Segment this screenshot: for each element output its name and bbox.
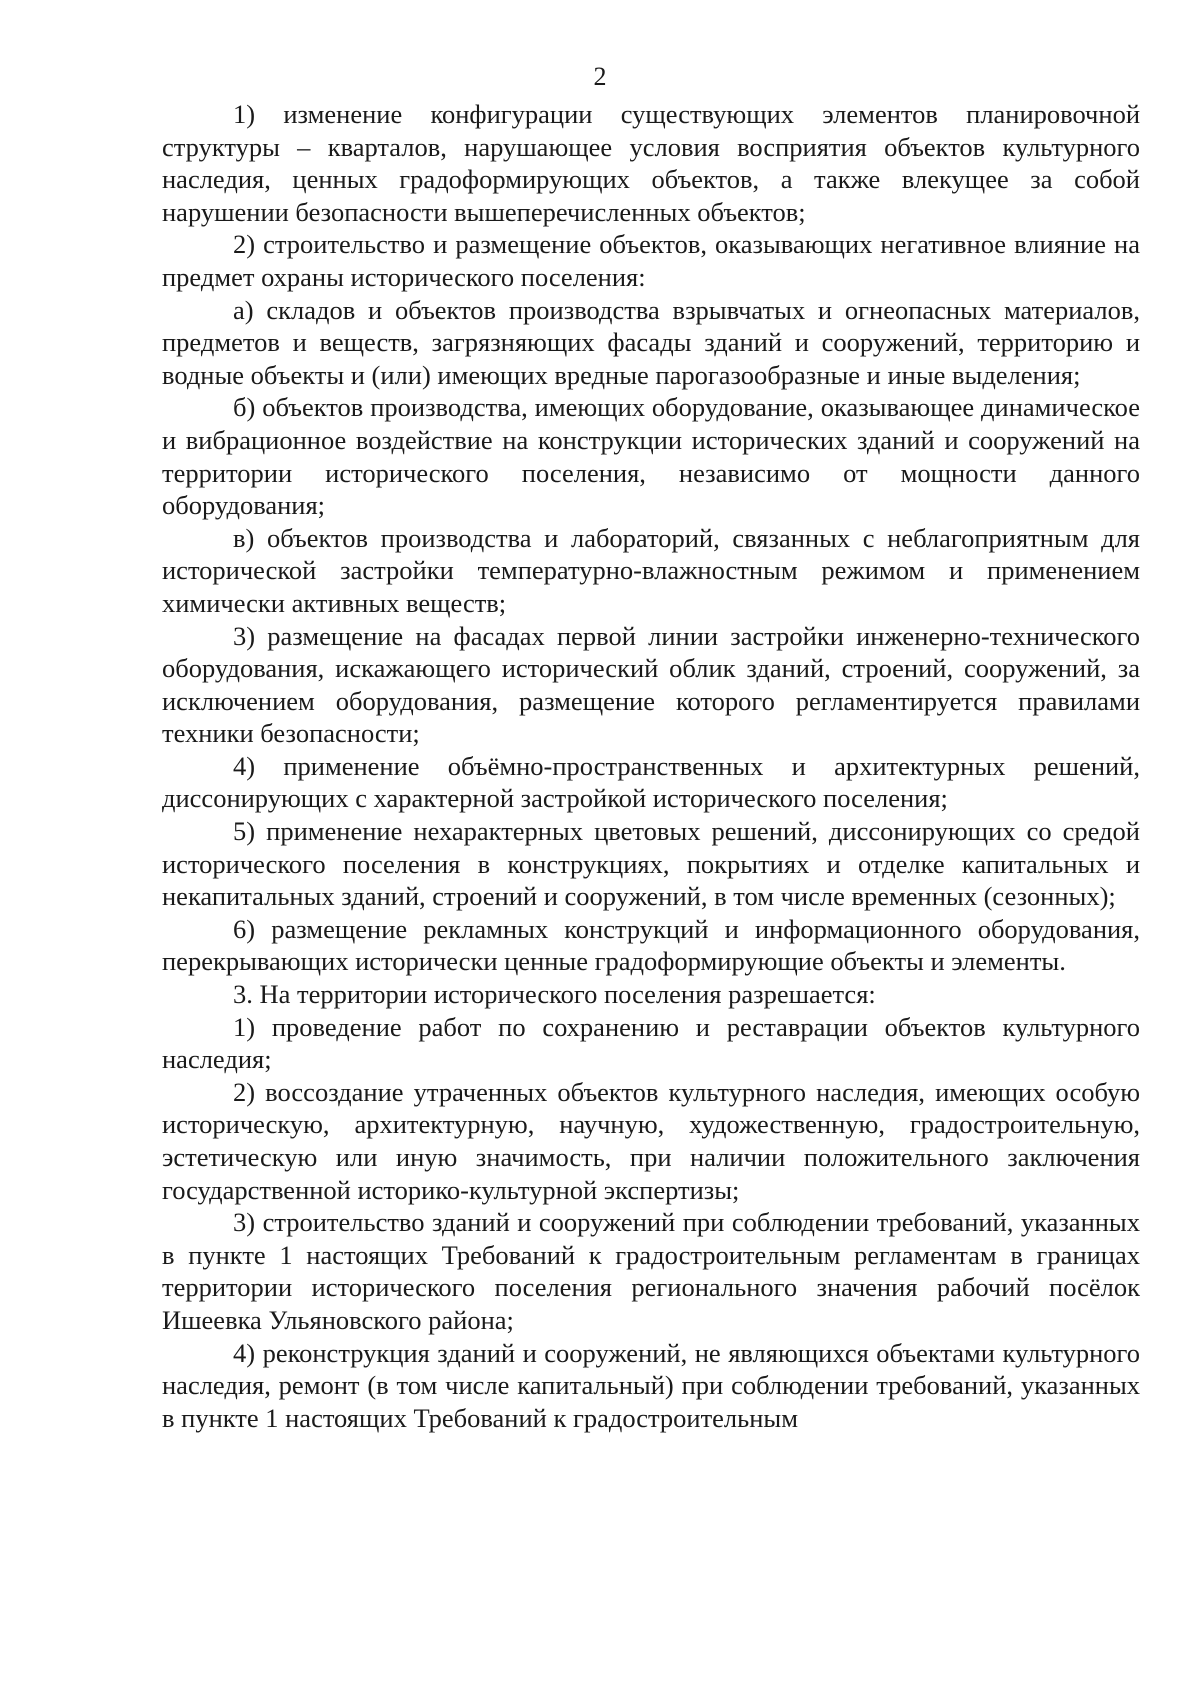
page-number: 2 [593,62,607,91]
paragraph-1-4: 4) применение объёмно-пространственных и архитектурных решений, диссонирующих с характерной застройкой исторического поселения; [162,750,1140,814]
paragraph-3-1: 1) проведение работ по сохранению и реставрации объектов культурного наследия; [162,1011,1140,1075]
paragraph-3-3: 3) строительство зданий и сооружений при соблюдении требований, указанных в пункте 1 настоящих Требований к градостроительным регламентам в границах территории исторического поселения регионального значения рабочий посёлок Ишеевка Ульяновского района; [162,1207,1140,1335]
paragraph-1-3: 3) размещение на фасадах первой линии застройки инженерно-технического оборудования, искажающего исторический облик зданий, строений, сооружений, за исключением оборудования, размещение которого регламентируется правилами техники безопасности; [162,620,1140,749]
paragraph-1-1: 1) изменение конфигурации существующих элементов планировочной структуры – кварталов, нарушающее условия восприятия объектов культурного наследия, ценных градоформирующих объектов, а также влекущее за собой нарушении безопасности вышеперечисленных объектов; [162,99,1140,227]
paragraph-1-6: 6) размещение рекламных конструкций и информационного оборудования, перекрывающих исторически ценные градоформирующие объекты и элементы. [162,913,1140,977]
paragraph-3-4: 4) реконструкция зданий и сооружений, не являющихся объектами культурного наследия, ремонт (в том числе капитальный) при соблюдении требований, указанных в пункте 1 настоящих Требований к градостроительным [162,1337,1140,1433]
paragraph-1-2-v: в) объектов производства и лабораторий, связанных с неблагоприятным для исторической застройки температурно-влажностным режимом и применением химически активных веществ; [162,522,1140,618]
paragraph-1-2-b: б) объектов производства, имеющих оборудование, оказывающее динамическое и вибрационное воздействие на конструкции исторических зданий и сооружений на территории исторического поселения, независимо от мощности данного оборудования; [162,392,1140,521]
paragraph-1-5: 5) применение нехарактерных цветовых решений, диссонирующих со средой исторического поселения в конструкциях, покрытиях и отделке капитальных и некапитальных зданий, строений и сооружений, в том числе временных (сезонных); [162,816,1140,912]
document-body [162,98,1140,1434]
paragraph-3-2: 2) воссоздание утраченных объектов культурного наследия, имеющих особую историческую, архитектурную, научную, художественную, градостроительную, эстетическую или иную значимость, при наличии положительного заключения государственной историко-культурной экспертизы; [162,1076,1140,1205]
paragraph-1-2: 2) строительство и размещение объектов, оказывающих негативное влияние на предмет охраны исторического поселения: [162,229,1140,292]
paragraph-1-2-a: а) складов и объектов производства взрывчатых и огнеопасных материалов, предметов и веществ, загрязняющих фасады зданий и сооружений, территорию и водные объекты и (или) имеющих вредные парогазообразные и иные выделения; [162,294,1140,390]
section-3-heading: 3. На территории исторического поселения разрешается: [233,979,876,1010]
